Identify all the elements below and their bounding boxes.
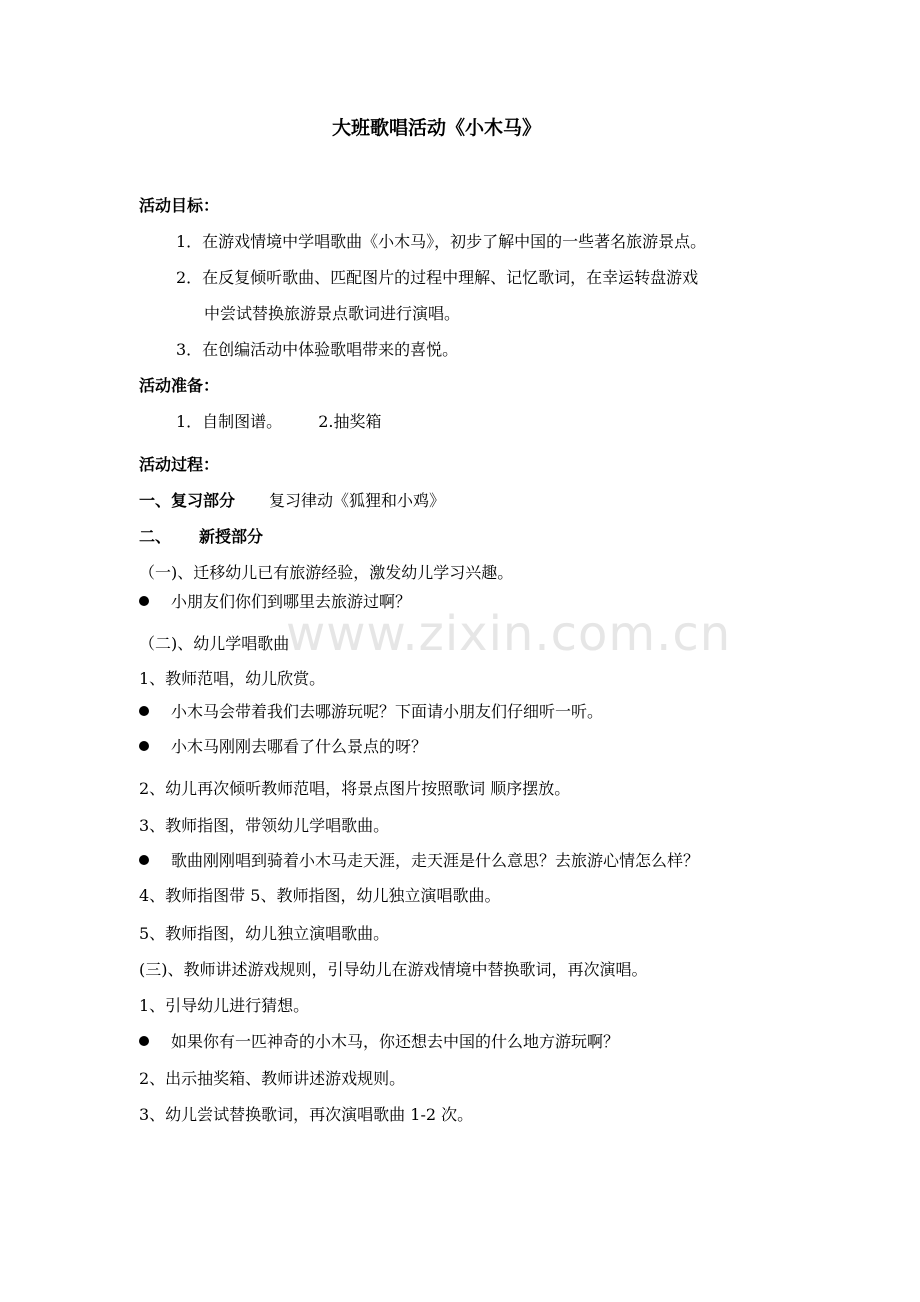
bullet-line-3: [139, 737, 427, 757]
bullet-text-1: 小朋友们你们到哪里去旅游过啊？: [171, 592, 412, 611]
part-1-label: 一、复习部分: [139, 491, 236, 510]
goal-item-3: 3．在创编活动中体验歌唱带来的喜悦。: [176, 340, 459, 359]
bullet-line-4: [139, 851, 699, 871]
bullet-icon: [139, 596, 149, 606]
prep-items: [176, 412, 381, 432]
goal-item-2: 2．在反复倾听歌曲、匹配图片的过程中理解、记忆歌词，在幸运转盘游戏: [176, 268, 699, 287]
bullet-text-2: 小木马会带着我们去哪游玩呢？下面请小朋友们仔细听一听。: [171, 702, 604, 721]
bullet-line-1: [139, 592, 411, 612]
page-title: 大班歌唱活动《小木马》: [332, 117, 542, 139]
game-step-1: 1、引导幼儿进行猜想。: [139, 996, 310, 1015]
process-heading: 活动过程：: [139, 455, 220, 474]
bullet-text-4: 歌曲刚刚唱到骑着小木马走天涯，走天涯是什么意思？去旅游心情怎么样？: [171, 851, 700, 870]
prep-item-1: 1．自制图谱。: [176, 412, 283, 431]
step-2: 2、幼儿再次倾听教师范唱，将景点图片按照歌词 顺序摆放。: [139, 779, 571, 798]
part-2-label: 新授部分: [199, 527, 264, 546]
game-step-2: 2、出示抽奖箱、教师讲述游戏规则。: [139, 1069, 406, 1088]
goals-heading: 活动目标：: [139, 196, 220, 215]
sub-1-heading: （一)、迁移幼儿已有旅游经验，激发幼儿学习兴趣。: [139, 563, 514, 582]
bullet-text-3: 小木马刚刚去哪看了什么景点的呀？: [171, 737, 428, 756]
prep-item-2: 2.抽奖箱: [318, 412, 382, 431]
step-3: 3、教师指图，带领幼儿学唱歌曲。: [139, 816, 390, 835]
part-2-num: 二、: [139, 527, 172, 546]
part-2: [139, 527, 263, 547]
part-1: [139, 491, 445, 511]
step-5: 5、教师指图，幼儿独立演唱歌曲。: [139, 924, 390, 943]
bullet-icon: [139, 855, 149, 865]
watermark: www.zixin.com.cn: [286, 606, 732, 662]
sub-3-heading: (三)、教师讲述游戏规则，引导幼儿在游戏情境中替换歌词，再次演唱。: [139, 960, 648, 979]
step-4: 4、教师指图带 5、教师指图，幼儿独立演唱歌曲。: [139, 886, 501, 905]
bullet-text-5: 如果你有一匹神奇的小木马，你还想去中国的什么地方游玩啊？: [171, 1032, 620, 1051]
part-1-text: 复习律动《狐狸和小鸡》: [269, 491, 446, 510]
goal-item-1: 1．在游戏情境中学唱歌曲《小木马》，初步了解中国的一些著名旅游景点。: [176, 232, 707, 251]
sub-2-heading: （二)、幼儿学唱歌曲: [139, 634, 290, 653]
bullet-icon: [139, 706, 149, 716]
bullet-icon: [139, 741, 149, 751]
step-1: 1、教师范唱，幼儿欣赏。: [139, 669, 326, 688]
goal-item-2-cont: 中尝试替换旅游景点歌词进行演唱。: [204, 304, 461, 323]
bullet-line-5: [139, 1032, 619, 1052]
bullet-icon: [139, 1036, 149, 1046]
game-step-3: 3、幼儿尝试替换歌词，再次演唱歌曲 1-2 次。: [139, 1105, 474, 1124]
prep-heading: 活动准备：: [139, 376, 220, 395]
bullet-line-2: [139, 702, 603, 722]
